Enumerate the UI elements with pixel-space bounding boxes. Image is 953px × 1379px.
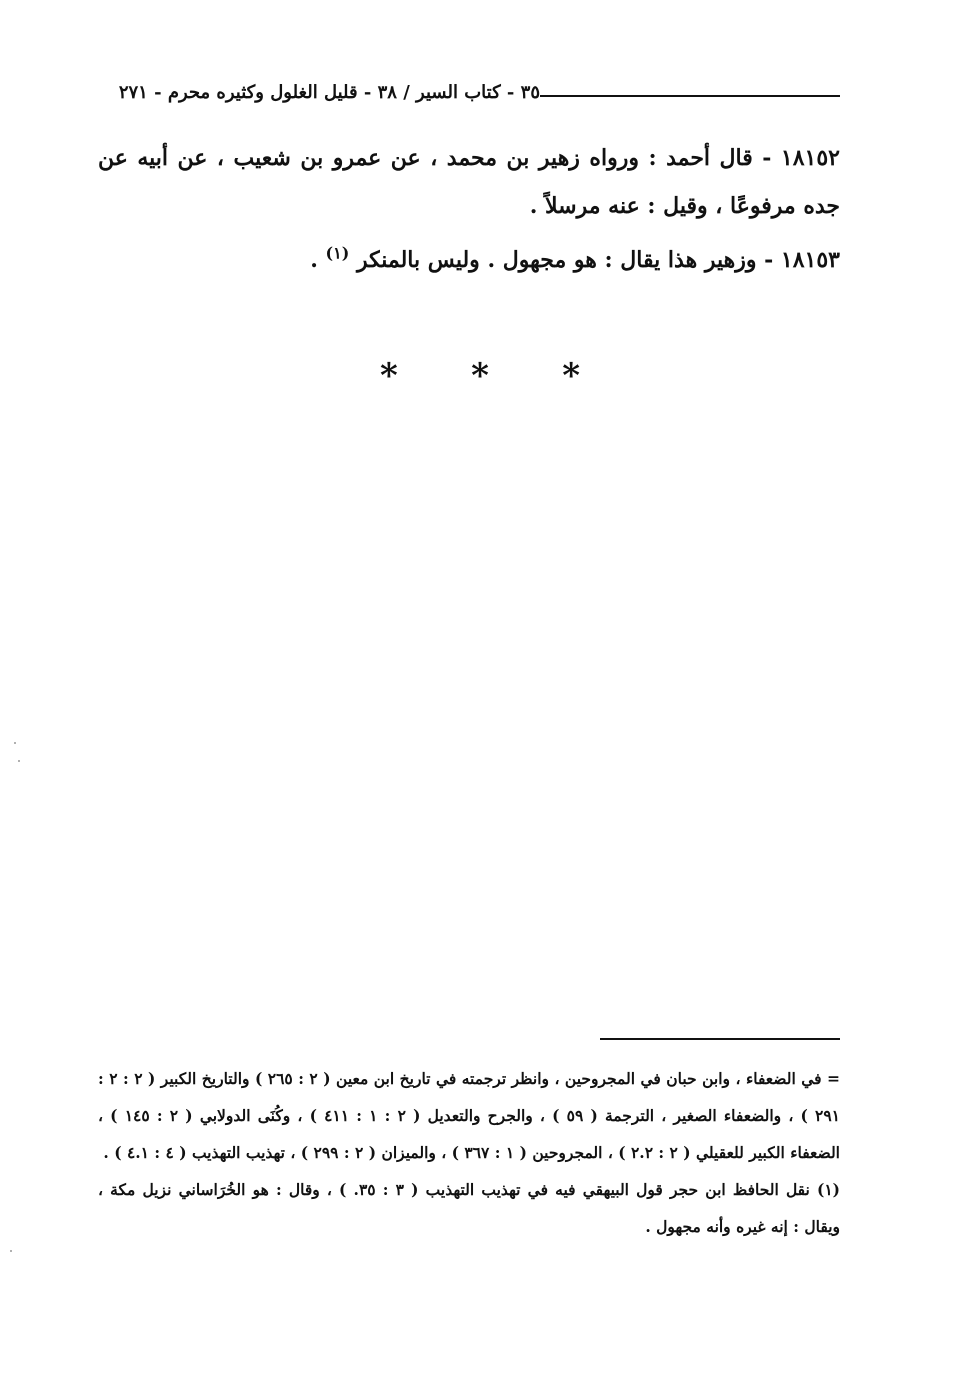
scan-speck — [18, 760, 20, 762]
header-rule — [540, 95, 840, 97]
footnote-marker[interactable]: (١) — [325, 243, 350, 263]
separator-star: * — [380, 356, 398, 396]
footnote-rule — [600, 1038, 840, 1040]
running-title: ٣٥ - كتاب السير / ٣٨ - قليل الغلول وكثيره محرم - ٢٧١ — [118, 82, 540, 103]
running-header — [100, 78, 840, 108]
hadith-entry-18153 — [98, 236, 840, 284]
footnotes — [98, 1060, 840, 1245]
hadith-entry-18152: ١٨١٥٢ - قال أحمد : ورواه زهير بن محمد ، عن عمرو بن شعيب ، عن أبيه عن جده مرفوعًا ، وقيل : عنه مرسلاً . — [98, 145, 840, 219]
footnote-continued: = في الضعفاء ، وابن حبان في المجروحين ، وانظر ترجمته في تاريخ ابن معين ( ٢ : ٢٦٥ ) والتاريخ الكبير ( ٢ : ٢ : ٢٩١ ) ، والضعفاء الصغير ، الترجمة ( ٥٩ ) ، والجرح والتعديل ( ٢ : ١ : ٤١١ ) ، وكُنَى الدولابي ( ٢ : ١٤٥ ) ، الضعفاء الكبير للعقيلي ( ٢ : ٢.٢ ) ، المجروحين ( ١ : ٣٦٧ ) ، والميزان ( ٢ : ٢٩٩ ) ، تهذيب التهذيب ( ٤ : ٤.١ ) . — [98, 1069, 841, 1162]
separator-star: * — [471, 356, 489, 396]
separator-star: * — [562, 356, 580, 396]
footnote-1: (١) نقل الحافظ ابن حجر قول البيهقي فيه في تهذيب التهذيب ( ٣ : ٣٥. ) ، وقال : هو الخُرَاساني نزيل مكة ، ويقال : إنه غيره وأنه مجهول . — [98, 1180, 841, 1236]
main-text — [98, 134, 840, 284]
section-separator — [380, 356, 580, 396]
scan-speck — [10, 1250, 12, 1252]
entry-text: ١٨١٥٣ - وزهير هذا يقال : هو مجهول . وليس بالمنكر — [356, 247, 840, 273]
entry-end: . — [310, 247, 326, 273]
scan-speck — [14, 742, 16, 744]
